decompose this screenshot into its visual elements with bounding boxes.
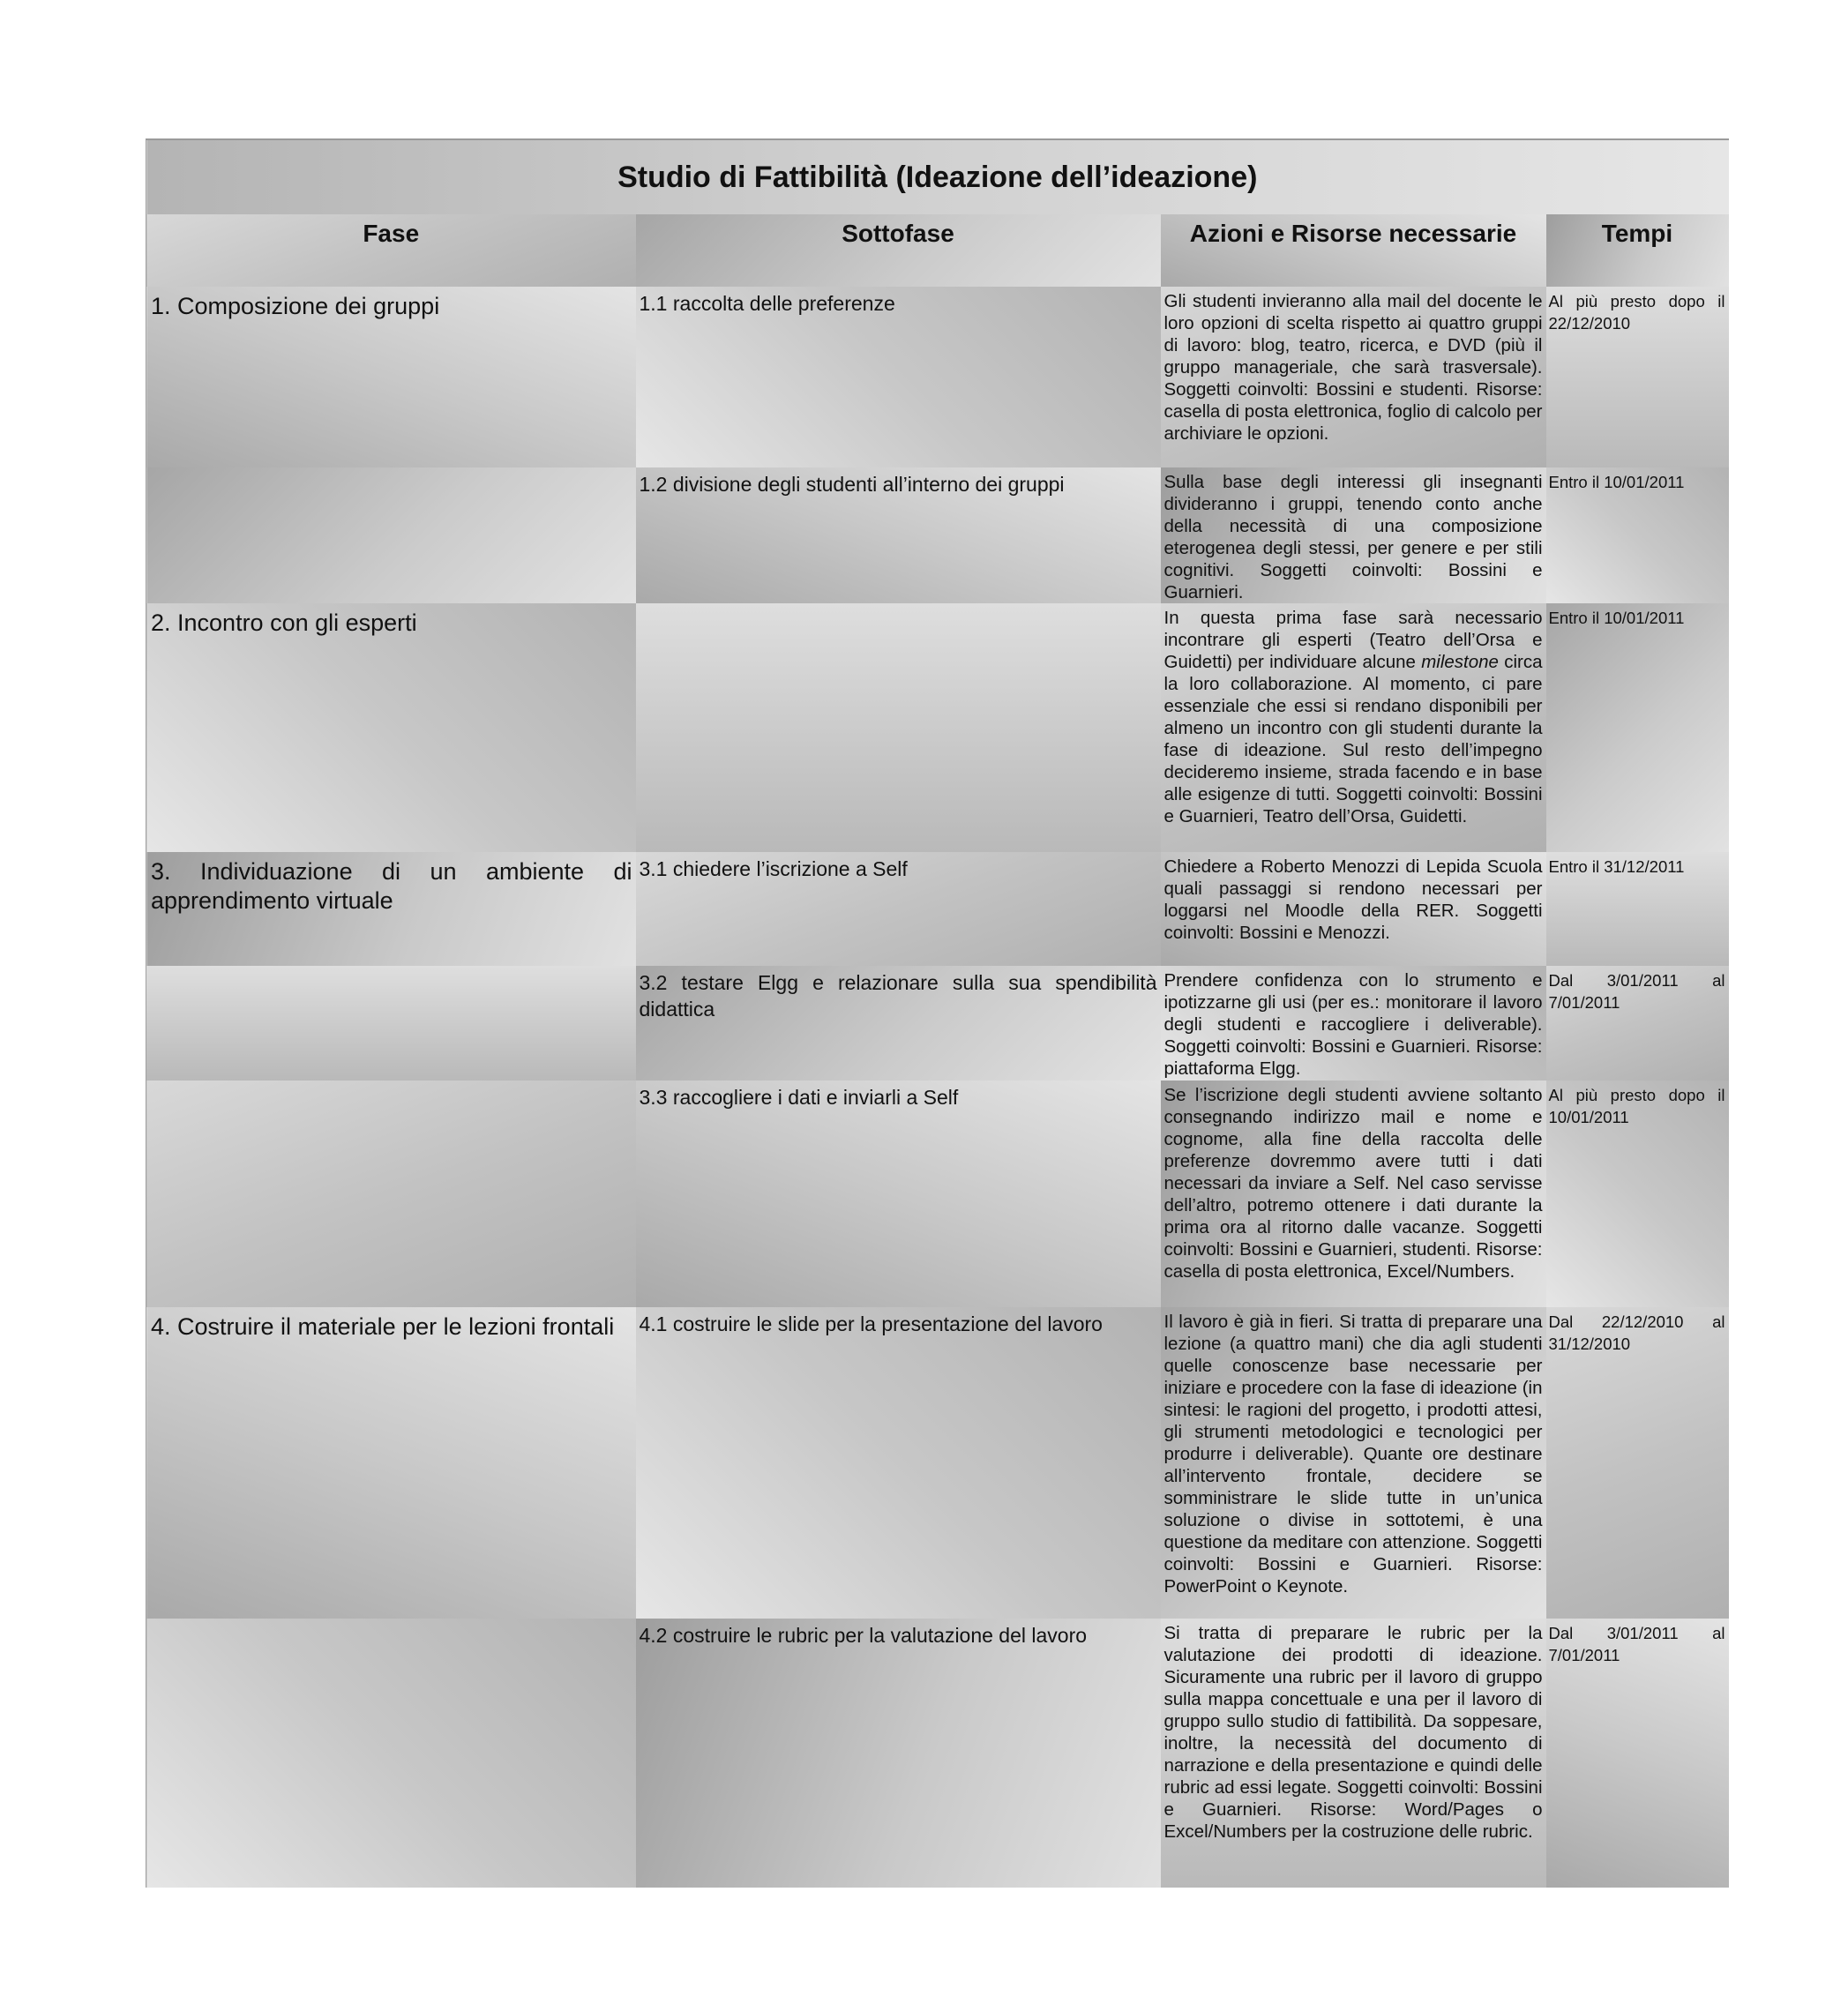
- cell-tempi: Al più presto dopo il 22/12/2010: [1546, 287, 1729, 467]
- cell-azioni: Chiedere a Roberto Menozzi di Lepida Scuola quali passaggi si rendono necessari per loggarsi nel Moodle della RER. Soggetti coinvolti: Bossini e Menozzi.: [1161, 852, 1546, 966]
- cell-fase: 3. Individuazione di un ambiente di apprendimento virtuale: [146, 852, 636, 966]
- table-row: [146, 603, 1729, 852]
- cell-sottofase: 4.2 costruire le rubric per la valutazione del lavoro: [636, 1619, 1161, 1888]
- cell-fase: [146, 467, 636, 603]
- cell-fase: 2. Incontro con gli esperti: [146, 603, 636, 852]
- cell-sottofase: 1.1 raccolta delle preferenze: [636, 287, 1161, 467]
- cell-sottofase: 1.2 divisione degli studenti all’interno dei gruppi: [636, 467, 1161, 603]
- cell-tempi: Al più presto dopo il 10/01/2011: [1546, 1081, 1729, 1307]
- feasibility-table-container: [146, 138, 1728, 1888]
- cell-azioni: Se l’iscrizione degli studenti avviene soltanto consegnando indirizzo mail e nome e cognome, alla fine della raccolta delle preferenze dovremmo avere tutti i dati necessari da inviare a Self. Nel caso servisse dell’altro, potremo ottenere i dati durante la prima ora al ritorno dalle vacanze. Soggetti coinvolti: Bossini e Guarnieri, studenti. Risorse: casella di posta elettronica, Excel/Numbers.: [1161, 1081, 1546, 1307]
- cell-tempi: Entro il 10/01/2011: [1546, 467, 1729, 603]
- cell-tempi: Dal 3/01/2011 al 7/01/2011: [1546, 1619, 1729, 1888]
- cell-fase: 4. Costruire il materiale per le lezioni frontali: [146, 1307, 636, 1619]
- table-row: [146, 1307, 1729, 1619]
- cell-sottofase: [636, 603, 1161, 852]
- table-row: [146, 287, 1729, 467]
- title-row: [146, 139, 1729, 214]
- header-azioni: Azioni e Risorse necessarie: [1161, 214, 1546, 287]
- cell-tempi: Dal 3/01/2011 al 7/01/2011: [1546, 966, 1729, 1081]
- cell-tempi: Entro il 31/12/2011: [1546, 852, 1729, 966]
- cell-fase: 1. Composizione dei gruppi: [146, 287, 636, 467]
- header-tempi: Tempi: [1546, 214, 1729, 287]
- cell-azioni: Si tratta di preparare le rubric per la valutazione dei prodotti di ideazione. Sicuramente una rubric per il lavoro di gruppo sulla mappa concettuale e una per il lavoro di gruppo sullo studio di fattibilità. Da soppesare, inoltre, la necessità del documento di narrazione e della presentazione e quindi delle rubric ad essi legate. Soggetti coinvolti: Bossini e Guarnieri. Risorse: Word/Pages o Excel/Numbers per la costruzione delle rubric.: [1161, 1619, 1546, 1888]
- cell-sottofase: 4.1 costruire le slide per la presentazione del lavoro: [636, 1307, 1161, 1619]
- cell-fase: [146, 1619, 636, 1888]
- cell-tempi: Dal 22/12/2010 al 31/12/2010: [1546, 1307, 1729, 1619]
- table-row: [146, 1081, 1729, 1307]
- cell-tempi: Entro il 10/01/2011: [1546, 603, 1729, 852]
- azioni-emphasis: milestone: [1421, 652, 1499, 672]
- cell-fase: [146, 966, 636, 1081]
- cell-sottofase: 3.3 raccogliere i dati e inviarli a Self: [636, 1081, 1161, 1307]
- cell-azioni: Gli studenti invieranno alla mail del docente le loro opzioni di scelta rispetto ai quattro gruppi di lavoro: blog, teatro, ricerca, e DVD (più il gruppo manageriale, che sarà trasversale). Soggetti coinvolti: Bossini e studenti. Risorse: casella di posta elettronica, foglio di calcolo per archiviare le opzioni.: [1161, 287, 1546, 467]
- table-row: [146, 966, 1729, 1081]
- table-row: [146, 1619, 1729, 1888]
- header-sottofase: Sottofase: [636, 214, 1161, 287]
- cell-azioni: Prendere confidenza con lo strumento e ipotizzarne gli usi (per es.: monitorare il lavoro degli studenti e raccogliere i deliverable). Soggetti coinvolti: Bossini e Guarnieri. Risorse: piattaforma Elgg.: [1161, 966, 1546, 1081]
- cell-azioni: Sulla base degli interessi gli insegnanti divideranno i gruppi, tenendo conto anche della necessità di una composizione eterogenea degli stessi, per genere e per stili cognitivi. Soggetti coinvolti: Bossini e Guarnieri.: [1161, 467, 1546, 603]
- cell-fase: [146, 1081, 636, 1307]
- feasibility-table: [146, 138, 1729, 1888]
- table-row: [146, 467, 1729, 603]
- header-row: [146, 214, 1729, 287]
- cell-azioni: [1161, 603, 1546, 852]
- header-fase: Fase: [146, 214, 636, 287]
- cell-sottofase: 3.1 chiedere l’iscrizione a Self: [636, 852, 1161, 966]
- azioni-text: circa la loro collaborazione. Al momento, ci pare essenziale che essi si rendano disponibili per almeno un incontro con gli studenti durante la fase di ideazione. Sul resto dell’impegno decideremo insieme, strada facendo e in base alle esigenze di tutti. Soggetti coinvolti: Bossini e Guarnieri, Teatro dell’Orsa, Guidetti.: [1163, 652, 1543, 826]
- azioni-text: In questa prima fase sarà necessario incontrare gli esperti (Teatro dell’Orsa e Guidetti) per individuare alcune: [1163, 608, 1543, 672]
- table-title: Studio di Fattibilità (Ideazione dell’ideazione): [146, 139, 1729, 214]
- table-row: [146, 852, 1729, 966]
- cell-sottofase: 3.2 testare Elgg e relazionare sulla sua spendibilità didattica: [636, 966, 1161, 1081]
- cell-azioni: Il lavoro è già in fieri. Si tratta di preparare una lezione (a quattro mani) che dia agli studenti quelle conoscenze base necessarie per iniziare e procedere con la fase di ideazione (in sintesi: le ragioni del progetto, i prodotti attesi, gli strumenti metodologici e tecnologici per produrre i deliverable). Quante ore destinare all’intervento frontale, decidere se somministrare le slide tutte in un’unica soluzione o divise in sottotemi, è una questione da meditare con attenzione. Soggetti coinvolti: Bossini e Guarnieri. Risorse: PowerPoint o Keynote.: [1161, 1307, 1546, 1619]
